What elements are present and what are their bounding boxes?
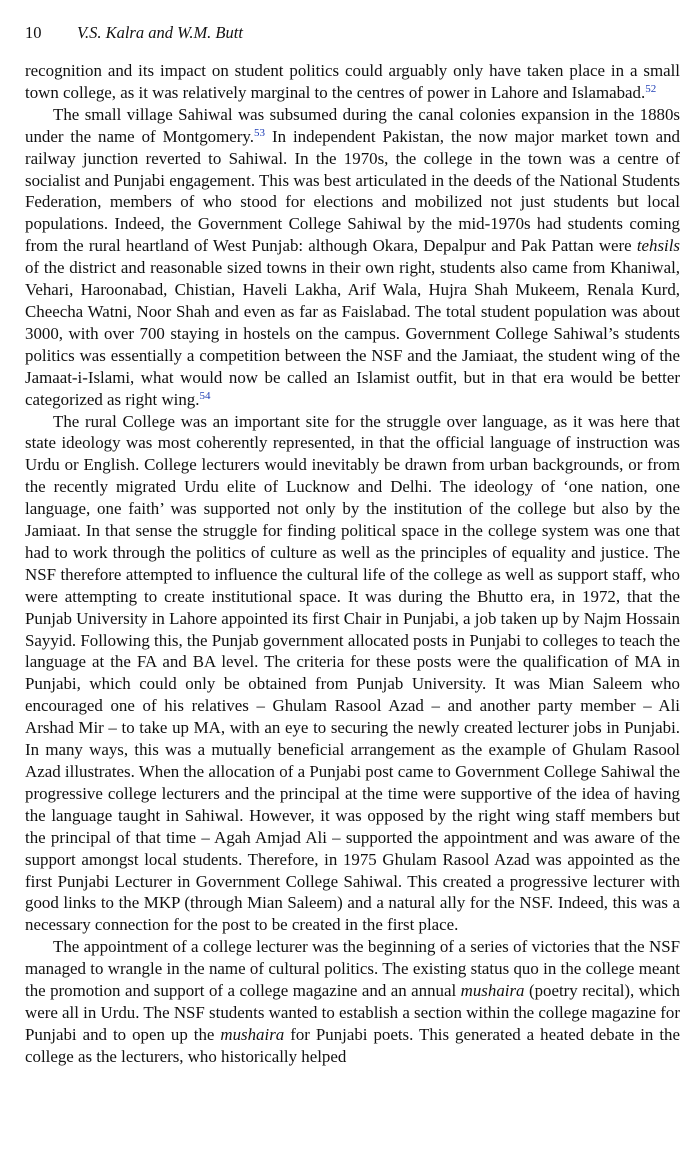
footnote-ref-53[interactable]: 53: [253, 126, 265, 139]
running-head-authors: V.S. Kalra and W.M. Butt: [77, 23, 243, 42]
paragraph-cultural-politics: [25, 936, 680, 1067]
text-segment: of the district and reasonable sized towns in their own right, students also came from Khaniwal, Vehari, Haroonabad, Chistian, Haveli Lakha, Arif Wala, Hujra Shah Mukeem, Renala Kurd, Cheecha Watni, Noor Shah and even as far as Faislabad. The total student population was about 3000, with over 700 staying in hostels on the campus. Government College Sahiwal’s students politics was essentially a competition between the NSF and the Jamiaat, the student wing of the Jamaat-i-Islami, what would now be called an Islamist outfit, but in that era would be better categorized as right wing.: [25, 258, 680, 409]
footnote-ref-54[interactable]: 54: [199, 389, 211, 402]
text-segment: In independent Pakistan, the now major market town and railway junction reverted to Sahiwal. In the 1970s, the college in the town was a centre of socialist and Punjabi engagement. This was best articulated in the deeds of the National Students Federation, members of who stood for elections and mobilized not just students but local populations. Indeed, the Government College Sahiwal by the mid-1970s had students coming from the rural heartland of West Punjab: although Okara, Depalpur and Pak Pattan were: [25, 126, 680, 256]
footnote-ref-52[interactable]: 52: [645, 82, 657, 95]
italic-term-mushaira: mushaira: [220, 1024, 285, 1044]
text-segment: The appointment of a college lecturer was the beginning of a series of victories that the NSF managed to wrangle in the name of cultural politics. The existing status quo in the college meant the promotion and support of a college magazine and an annual: [25, 937, 680, 1001]
body-text: [25, 60, 680, 1068]
paragraph-continuation: [25, 60, 680, 104]
text-segment: The rural College was an important site for the struggle over language, as it was here that state ideology was most coherently represented, in that the official language of instruction was Urdu or English. College lecturers would inevitably be drawn from urban backgrounds, or from the recently migrated Urdu elite of Lucknow and Delhi. The ideology of ‘one nation, one language, one faith’ was supported not only by the institution of the college but also by the Jamiaat. In that sense the struggle for finding political space in the college system was one that had to work through the politics of culture as well as the principles of equality and justice. The NSF therefore attempted to influence the cultural life of the college as well as support staff, who were attempting to create institutional space. It was during the Bhutto era, in 1972, that the Punjab University in Lahore appointed its first Chair in Punjabi, a job taken up by Najm Hossain Sayyid. Following this, the Punjab government allocated posts in Punjabi to colleges to teach the language at the FA and BA level. The criteria for these posts were the qualification of MA in Punjabi, which could only be obtained from Punjab University. It was Mian Saleem who encouraged one of his relatives – Ghulam Rasool Azad – and another party member – Ali Arshad Mir – to take up MA, with an eye to securing the newly created lecturer jobs in Punjabi. In many ways, this was a mutually beneficial arrangement as the example of Ghulam Rasool Azad illustrates. When the allocation of a Punjabi post came to Government College Sahiwal the progressive college lecturers and the principal at the time were supportive of the idea of having the language taught in Sahiwal. However, it was opposed by the right wing staff members but the principal of that time – Agah Amjad Ali – supported the appointment and was aware of the support amongst local students. Therefore, in 1975 Ghulam Rasool Azad was appointed as the first Punjabi Lecturer in Government College Sahiwal. This created a progressive lecturer with good links to the MKP (through Mian Saleem) and a natural ally for the NSF. Indeed, this was a necessary connection for the post to be created in the first place.: [25, 411, 680, 935]
text-segment: (poetry recital), which were all in Urdu. The NSF students wanted to establish a section within the college magazine for Punjabi and to open up the: [25, 981, 680, 1044]
running-header: [25, 20, 680, 46]
paragraph-sahiwal-history: [25, 104, 680, 411]
text-segment: The small village Sahiwal was subsumed during the canal colonies expansion in the 1880s under the name of Montgomery.: [25, 104, 680, 146]
italic-term-mushaira: mushaira: [460, 981, 525, 1001]
italic-term-tehsils: tehsils: [636, 236, 680, 256]
text-segment: recognition and its impact on student politics could arguably only have taken place in a small town college, as it was relatively marginal to the centres of power in Lahore and Islamabad.: [25, 61, 680, 102]
page-number: 10: [25, 23, 42, 42]
text-segment: for Punjabi poets. This generated a heated debate in the college as the lecturers, who historically helped: [25, 1024, 680, 1066]
paragraph-language-struggle: [25, 411, 680, 937]
